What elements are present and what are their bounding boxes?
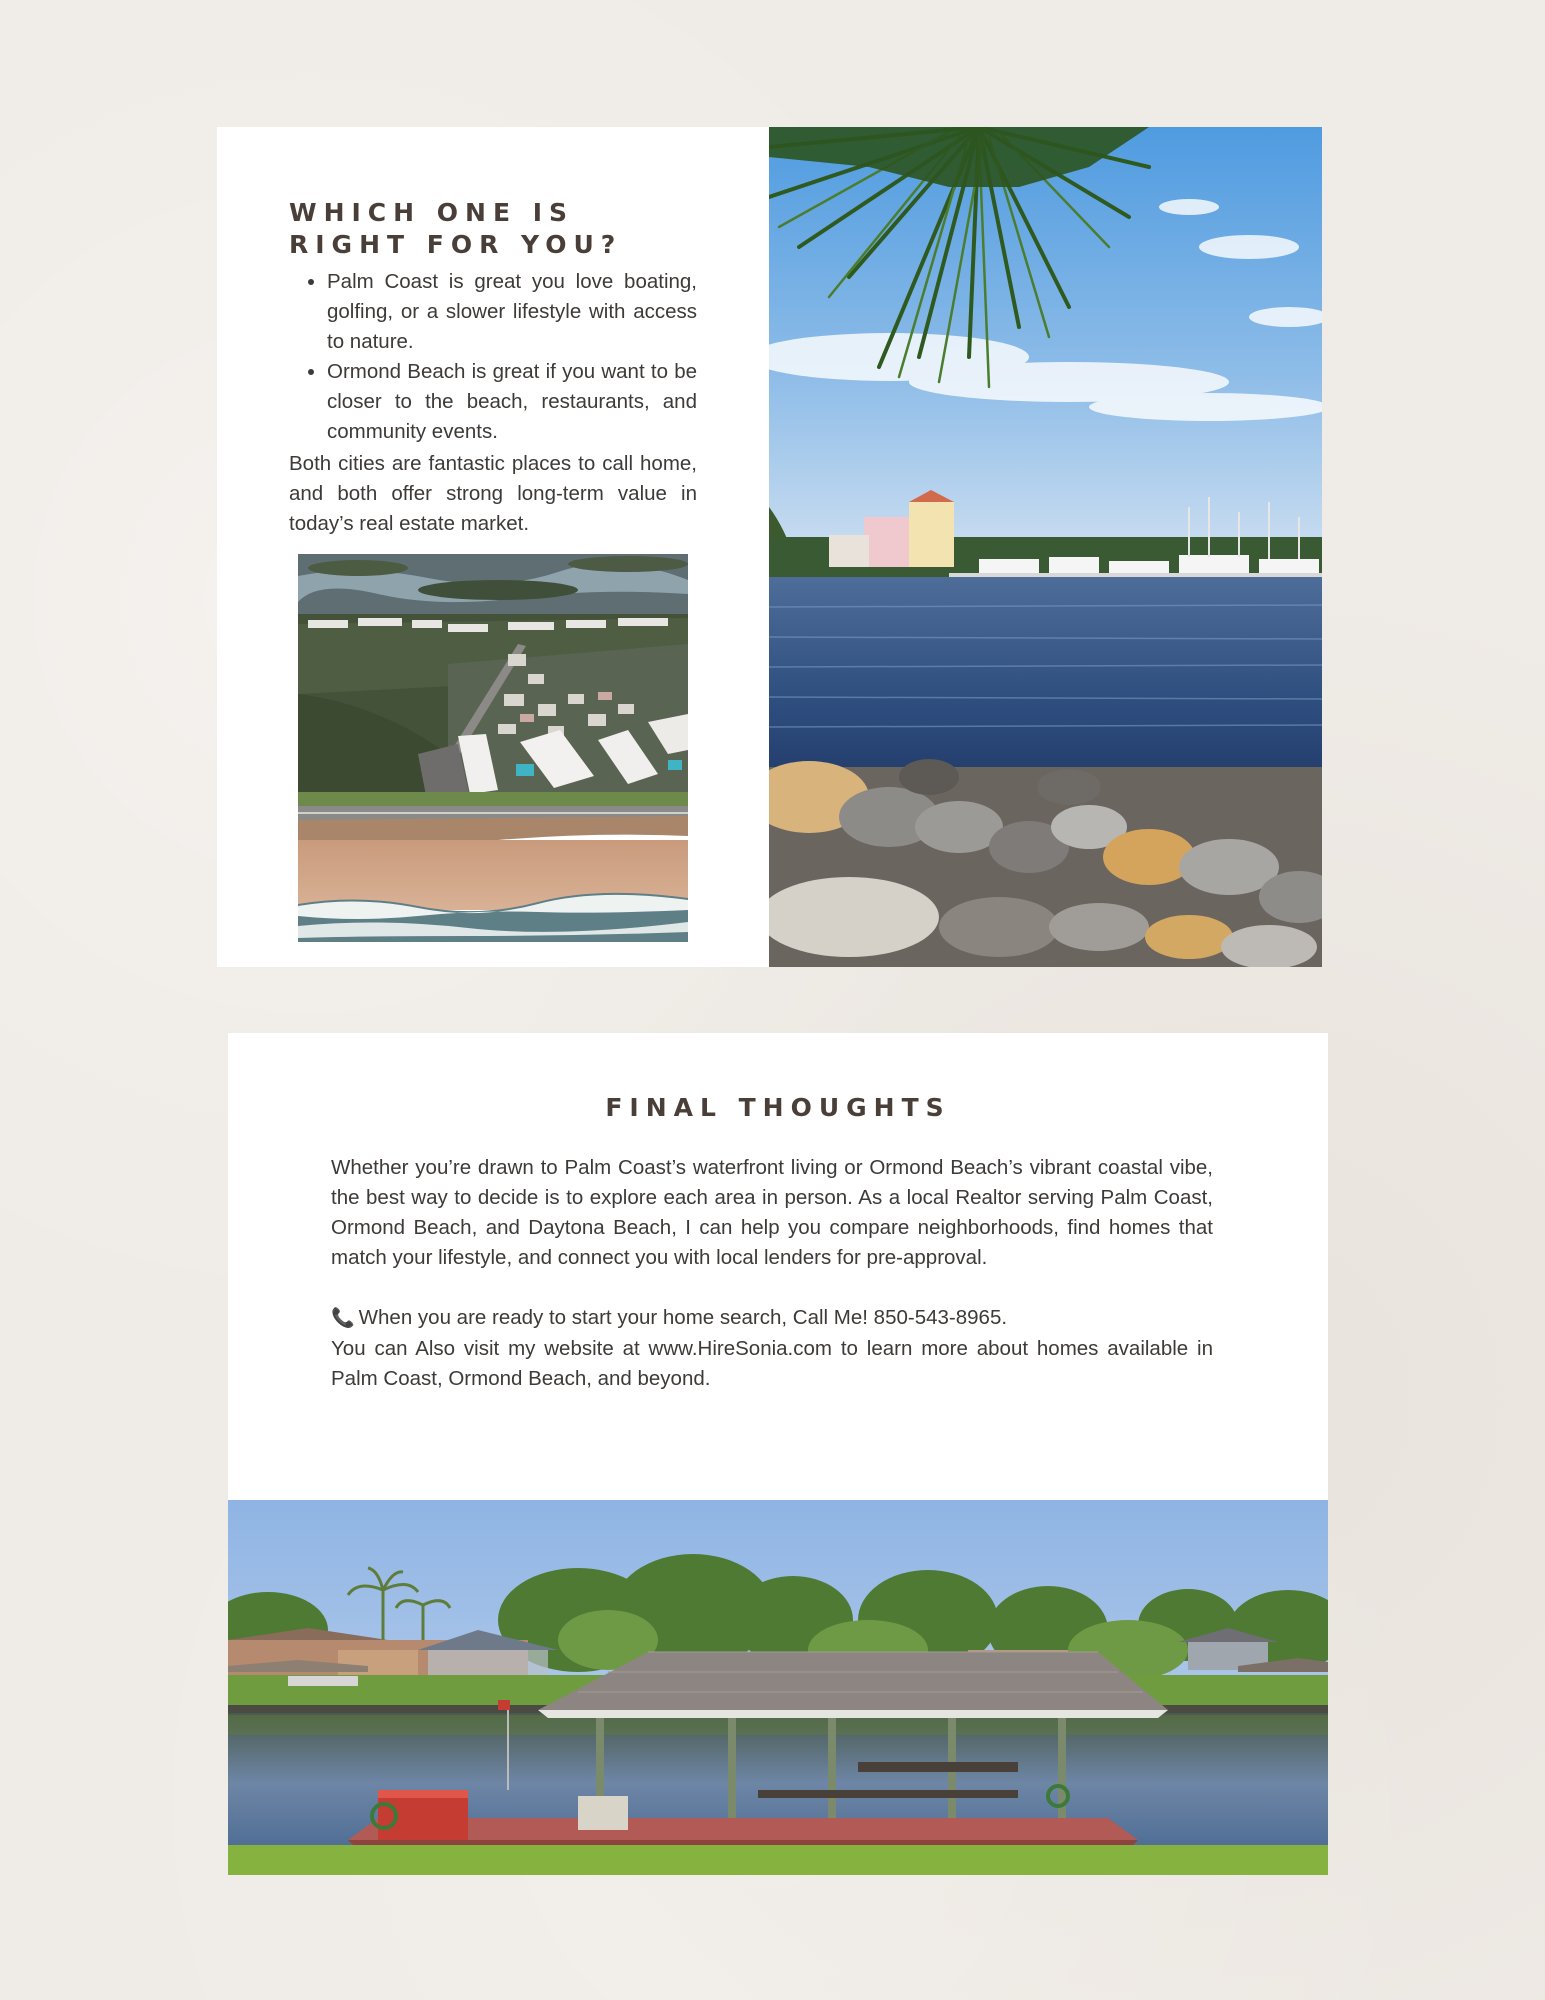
- section-heading-final-thoughts: FINAL THOUGHTS: [605, 1093, 951, 1122]
- call-line-text: When you are ready to start your home search, Call Me! 850-543-8965.: [358, 1306, 1008, 1329]
- section-heading-which-one: WHICH ONE IS RIGHT FOR YOU?: [289, 198, 623, 259]
- final-thoughts-card: [228, 1033, 1328, 1500]
- top-card: [217, 127, 769, 967]
- call-line: [331, 1303, 1213, 1334]
- comparison-list: [289, 267, 697, 447]
- paragraph-gap: [331, 1273, 1213, 1303]
- marina-photo: [769, 127, 1322, 967]
- list-item: • Ormond Beach is great if you want to be closer to the beach, restaurants, and community events.: [327, 357, 697, 447]
- list-item: • Palm Coast is great you love boating, golfing, or a slower lifestyle with access to nature.: [327, 267, 697, 357]
- summary-paragraph: Both cities are fantastic places to call home, and both offer strong long-term value in today’s real estate market.: [289, 452, 697, 535]
- website-line: You can Also visit my website at www.HireSonia.com to learn more about homes available in Palm Coast, Ormond Beach, and beyond.: [331, 1337, 1213, 1390]
- boat-dock-photo: [228, 1500, 1328, 1875]
- phone-icon: 📞: [331, 1308, 355, 1329]
- final-thoughts-body: [331, 1153, 1213, 1394]
- final-paragraph: Whether you’re drawn to Palm Coast’s waterfront living or Ormond Beach’s vibrant coastal vibe, the best way to decide is to explore each area in person. As a local Realtor serving Palm Coast, Ormond Beach, and Daytona Beach, I can help you compare neighborhoods, find homes that match your lifestyle, and connect you with local lenders for pre-approval.: [331, 1156, 1213, 1269]
- aerial-coast-photo: [298, 554, 688, 942]
